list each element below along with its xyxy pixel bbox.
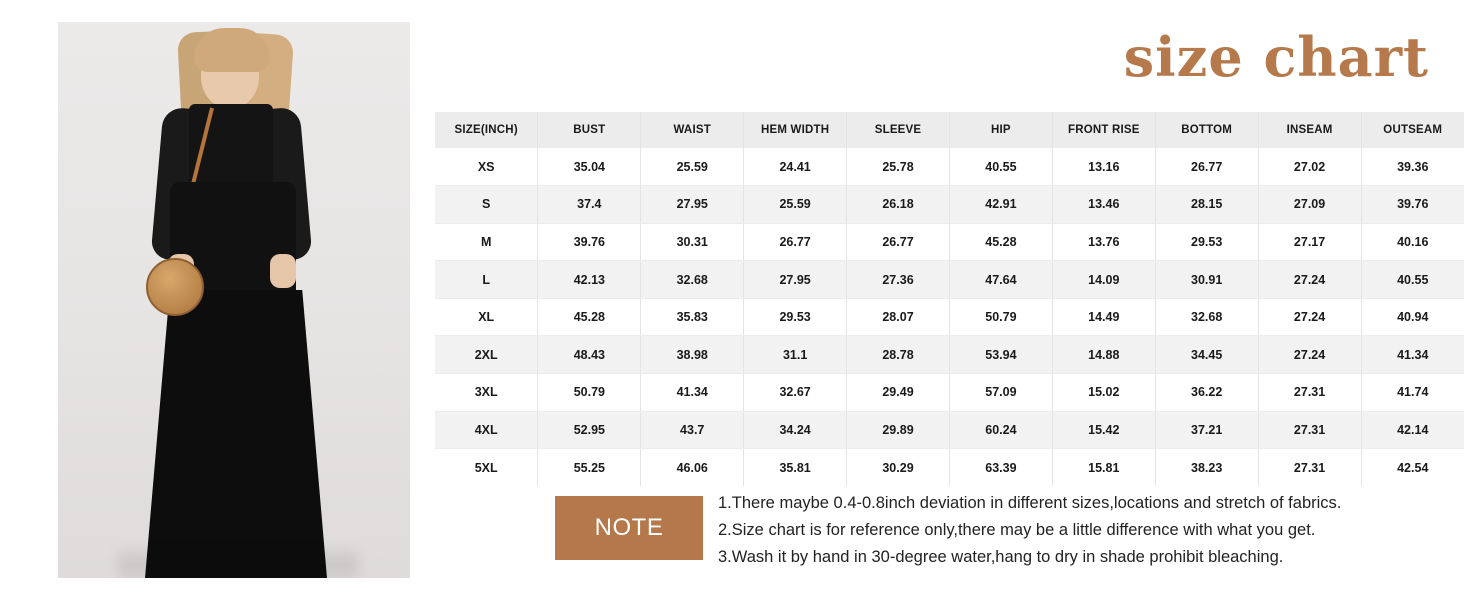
table-row (435, 374, 1464, 412)
column-header: FRONT RISE (1052, 112, 1155, 148)
measure-cell: 28.15 (1155, 186, 1258, 224)
measure-cell: 27.09 (1258, 186, 1361, 224)
measure-cell: 43.7 (641, 411, 744, 449)
measure-cell: 38.23 (1155, 449, 1258, 487)
model-hair-top (194, 28, 270, 72)
table-row (435, 186, 1464, 224)
measure-cell: 45.28 (949, 223, 1052, 261)
measure-cell: 50.79 (538, 374, 641, 412)
table-row (435, 261, 1464, 299)
product-photo-pane (0, 0, 425, 600)
column-header: WAIST (641, 112, 744, 148)
size-cell: 3XL (435, 374, 538, 412)
note-line: 2.Size chart is for reference only,there may be a little difference with what you get. (718, 521, 1316, 539)
size-table-body (435, 148, 1464, 486)
measure-cell: 27.24 (1258, 336, 1361, 374)
column-header: INSEAM (1258, 112, 1361, 148)
measure-cell: 42.13 (538, 261, 641, 299)
measure-cell: 32.68 (641, 261, 744, 299)
measure-cell: 41.34 (1361, 336, 1464, 374)
note-text-block (718, 490, 1438, 571)
size-cell: 5XL (435, 449, 538, 487)
measure-cell: 63.39 (949, 449, 1052, 487)
measure-cell: 36.22 (1155, 374, 1258, 412)
column-header: HIP (949, 112, 1052, 148)
measure-cell: 26.18 (847, 186, 950, 224)
table-row (435, 411, 1464, 449)
size-cell: L (435, 261, 538, 299)
measure-cell: 13.76 (1052, 223, 1155, 261)
measure-cell: 34.24 (744, 411, 847, 449)
note-badge: NOTE (555, 496, 703, 560)
measure-cell: 46.06 (641, 449, 744, 487)
measure-cell: 15.02 (1052, 374, 1155, 412)
measure-cell: 53.94 (949, 336, 1052, 374)
column-header: HEM WIDTH (744, 112, 847, 148)
measure-cell: 14.09 (1052, 261, 1155, 299)
table-row (435, 223, 1464, 261)
measure-cell: 15.42 (1052, 411, 1155, 449)
measure-cell: 27.36 (847, 261, 950, 299)
measure-cell: 27.95 (641, 186, 744, 224)
measure-cell: 39.36 (1361, 148, 1464, 186)
product-photo (58, 22, 410, 578)
column-header: SIZE(INCH) (435, 112, 538, 148)
measure-cell: 41.74 (1361, 374, 1464, 412)
measure-cell: 29.89 (847, 411, 950, 449)
column-header: SLEEVE (847, 112, 950, 148)
table-row (435, 298, 1464, 336)
measure-cell: 38.98 (641, 336, 744, 374)
measure-cell: 30.29 (847, 449, 950, 487)
table-row (435, 148, 1464, 186)
table-header-row (435, 112, 1464, 148)
measure-cell: 41.34 (641, 374, 744, 412)
measure-cell: 14.49 (1052, 298, 1155, 336)
measure-cell: 28.78 (847, 336, 950, 374)
rattan-bag (146, 258, 204, 316)
size-cell: XL (435, 298, 538, 336)
measure-cell: 27.24 (1258, 298, 1361, 336)
measure-cell: 52.95 (538, 411, 641, 449)
chart-content (425, 0, 1464, 600)
size-cell: 2XL (435, 336, 538, 374)
measure-cell: 25.59 (641, 148, 744, 186)
table-row (435, 336, 1464, 374)
measure-cell: 39.76 (538, 223, 641, 261)
note-section (425, 490, 1464, 580)
measure-cell: 30.31 (641, 223, 744, 261)
measure-cell: 32.67 (744, 374, 847, 412)
measure-cell: 28.07 (847, 298, 950, 336)
measure-cell: 27.24 (1258, 261, 1361, 299)
measure-cell: 47.64 (949, 261, 1052, 299)
measure-cell: 27.31 (1258, 374, 1361, 412)
measure-cell: 27.95 (744, 261, 847, 299)
measure-cell: 40.55 (1361, 261, 1464, 299)
measure-cell: 15.81 (1052, 449, 1155, 487)
measure-cell: 27.17 (1258, 223, 1361, 261)
measure-cell: 24.41 (744, 148, 847, 186)
measure-cell: 27.31 (1258, 411, 1361, 449)
measure-cell: 37.4 (538, 186, 641, 224)
measure-cell: 13.16 (1052, 148, 1155, 186)
measure-cell: 42.91 (949, 186, 1052, 224)
size-table (435, 112, 1464, 486)
note-line: 3.Wash it by hand in 30-degree water,hang to dry in shade prohibit bleaching. (718, 548, 1284, 566)
measure-cell: 35.81 (744, 449, 847, 487)
size-cell: 4XL (435, 411, 538, 449)
size-cell: XS (435, 148, 538, 186)
size-cell: M (435, 223, 538, 261)
measure-cell: 29.49 (847, 374, 950, 412)
measure-cell: 40.55 (949, 148, 1052, 186)
measure-cell: 42.54 (1397, 460, 1429, 475)
measure-cell: 25.59 (744, 186, 847, 224)
measure-cell: 35.04 (538, 148, 641, 186)
table-row (435, 449, 1464, 487)
size-table-head (435, 112, 1464, 148)
measure-cell: 42.14 (1361, 411, 1464, 449)
column-header: BUST (538, 112, 641, 148)
measure-cell: 32.68 (1155, 298, 1258, 336)
measure-cell: 45.28 (538, 298, 641, 336)
measure-cell: 40.94 (1361, 298, 1464, 336)
measure-cell: 25.78 (847, 148, 950, 186)
model-hand-right (270, 254, 296, 288)
measure-cell: 26.77 (847, 223, 950, 261)
measure-cell: 27.31 (1258, 449, 1361, 487)
measure-cell: 37.21 (1155, 411, 1258, 449)
jumpsuit-wide-legs (144, 290, 328, 578)
measure-cell: 34.45 (1155, 336, 1258, 374)
page-title: size chart (1123, 25, 1429, 89)
measure-cell: 27.02 (1258, 148, 1361, 186)
measure-cell: 29.53 (1155, 223, 1258, 261)
measure-cell: 26.77 (1155, 148, 1258, 186)
measure-cell: 29.53 (744, 298, 847, 336)
measure-cell: 50.79 (949, 298, 1052, 336)
note-line: 1.There maybe 0.4-0.8inch deviation in different sizes,locations and stretch of fabrics. (718, 494, 1342, 512)
measure-cell: 48.43 (538, 336, 641, 374)
measure-cell: 60.24 (949, 411, 1052, 449)
photo-floor-shadow (118, 552, 358, 578)
size-cell: S (435, 186, 538, 224)
column-header: OUTSEAM (1361, 112, 1464, 148)
measure-cell: 14.88 (1052, 336, 1155, 374)
column-header: BOTTOM (1155, 112, 1258, 148)
measure-cell: 35.83 (641, 298, 744, 336)
measure-cell: 39.76 (1361, 186, 1464, 224)
measure-cell: 26.77 (744, 223, 847, 261)
measure-cell: 57.09 (949, 374, 1052, 412)
measure-cell: 13.46 (1052, 186, 1155, 224)
measure-cell: 30.91 (1155, 261, 1258, 299)
measure-cell: 31.1 (744, 336, 847, 374)
measure-cell: 55.25 (538, 449, 641, 487)
measure-cell: 40.16 (1361, 223, 1464, 261)
